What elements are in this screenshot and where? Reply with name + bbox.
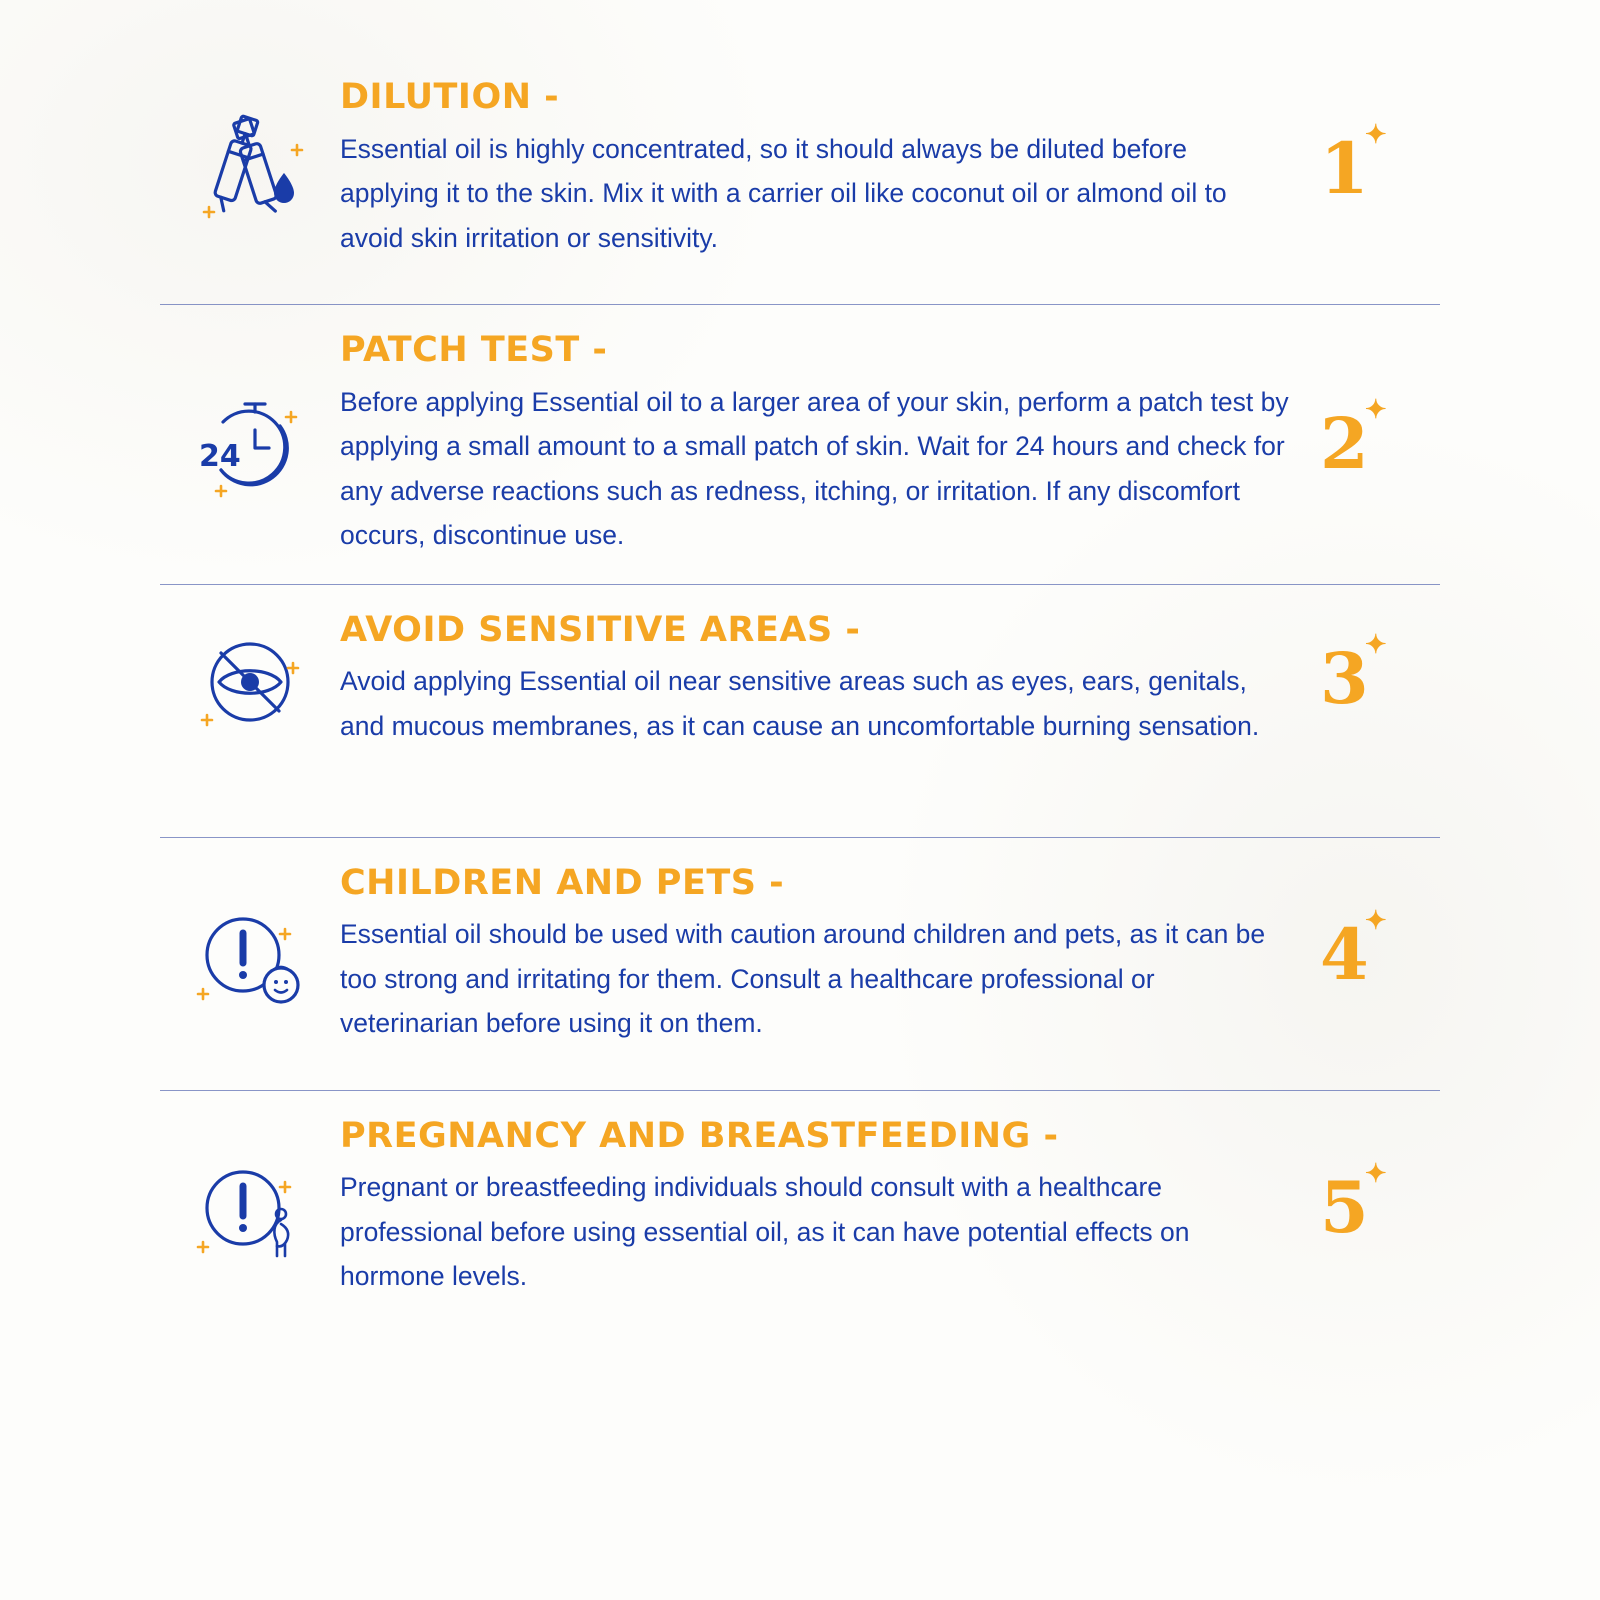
tip-number-2 <box>1320 395 1387 486</box>
tip-number-value-2: 2 <box>1320 402 1369 486</box>
icon-warning-pregnancy <box>160 1140 340 1276</box>
tip-item-5 <box>0 1117 1600 1317</box>
icon-no-eye-contact <box>160 611 340 747</box>
tip-text-1 <box>340 78 1320 260</box>
tip-number-col-3 <box>1320 630 1440 721</box>
tip-number-col-1 <box>1320 120 1440 211</box>
tip-number-value-3: 3 <box>1320 637 1369 721</box>
tip-item-4 <box>0 864 1600 1064</box>
tip-item-1 <box>0 78 1600 278</box>
tip-number-col-5 <box>1320 1158 1440 1249</box>
tip-number-value-1: 1 <box>1320 127 1369 211</box>
tip-title-2: PATCH TEST - <box>340 330 608 370</box>
tip-body-4: Essential oil should be used with caution around children and pets, as it can be too strong and irritating for them. Consult a healthcare professional or veterinarian before using it on them. <box>340 919 1266 1039</box>
sparkle-icon: ✦ <box>1364 905 1387 936</box>
sparkle-icon: ✦ <box>1364 1158 1387 1189</box>
tip-number-value-5: 5 <box>1320 1165 1369 1249</box>
divider <box>160 837 1440 838</box>
tip-text-3 <box>340 611 1320 749</box>
sparkle-icon: ✦ <box>1364 120 1387 151</box>
tip-number-1 <box>1320 120 1387 211</box>
tip-number-4 <box>1320 905 1387 996</box>
divider <box>160 304 1440 305</box>
tip-title-5: PREGNANCY AND BREASTFEEDING - <box>340 1115 1059 1156</box>
tips-list <box>0 78 1600 1317</box>
tip-text-4 <box>340 864 1320 1046</box>
tip-title-1: DILUTION - <box>340 77 560 117</box>
tip-title-4: CHILDREN AND PETS - <box>340 862 785 903</box>
tip-body-2: Before applying Essential oil to a larger area of your skin, perform a patch test by applying a small amount to a small patch of skin. Wait for 24 hours and check for any adverse reactions such as redness, itching, or irritation. If any discomfort occurs, discontinue use. <box>340 386 1289 551</box>
tip-number-3 <box>1320 630 1387 721</box>
timer-label: 24 <box>199 439 241 475</box>
tip-text-2 <box>340 331 1320 558</box>
icon-warning-child <box>160 887 340 1023</box>
tip-body-5: Pregnant or breastfeeding individuals should consult with a healthcare professional before using essential oil, as it can have potential effects on hormone levels. <box>340 1172 1190 1292</box>
sparkle-icon: ✦ <box>1364 395 1387 426</box>
tip-title-3: AVOID SENSITIVE AREAS - <box>340 609 861 650</box>
sparkle-icon: ✦ <box>1364 630 1387 661</box>
icon-dropper-bottles <box>160 101 340 237</box>
divider <box>160 584 1440 585</box>
tip-item-2 <box>0 331 1600 558</box>
tip-body-3: Avoid applying Essential oil near sensitive areas such as eyes, ears, genitals, and mucous membranes, as it can cause an uncomfortable burning sensation. <box>340 666 1260 741</box>
tip-text-5 <box>340 1117 1320 1299</box>
tip-number-col-2 <box>1320 395 1440 486</box>
icon-timer-24-hours <box>160 376 340 512</box>
tip-number-5 <box>1320 1158 1387 1249</box>
tip-number-value-4: 4 <box>1320 912 1369 996</box>
divider <box>160 1090 1440 1091</box>
tip-item-3 <box>0 611 1600 811</box>
tip-number-col-4 <box>1320 905 1440 996</box>
tip-body-1: Essential oil is highly concentrated, so it should always be diluted before applying it to the skin. Mix it with a carrier oil like coconut oil or almond oil to avoid skin irritation or sensitivity. <box>340 133 1227 253</box>
